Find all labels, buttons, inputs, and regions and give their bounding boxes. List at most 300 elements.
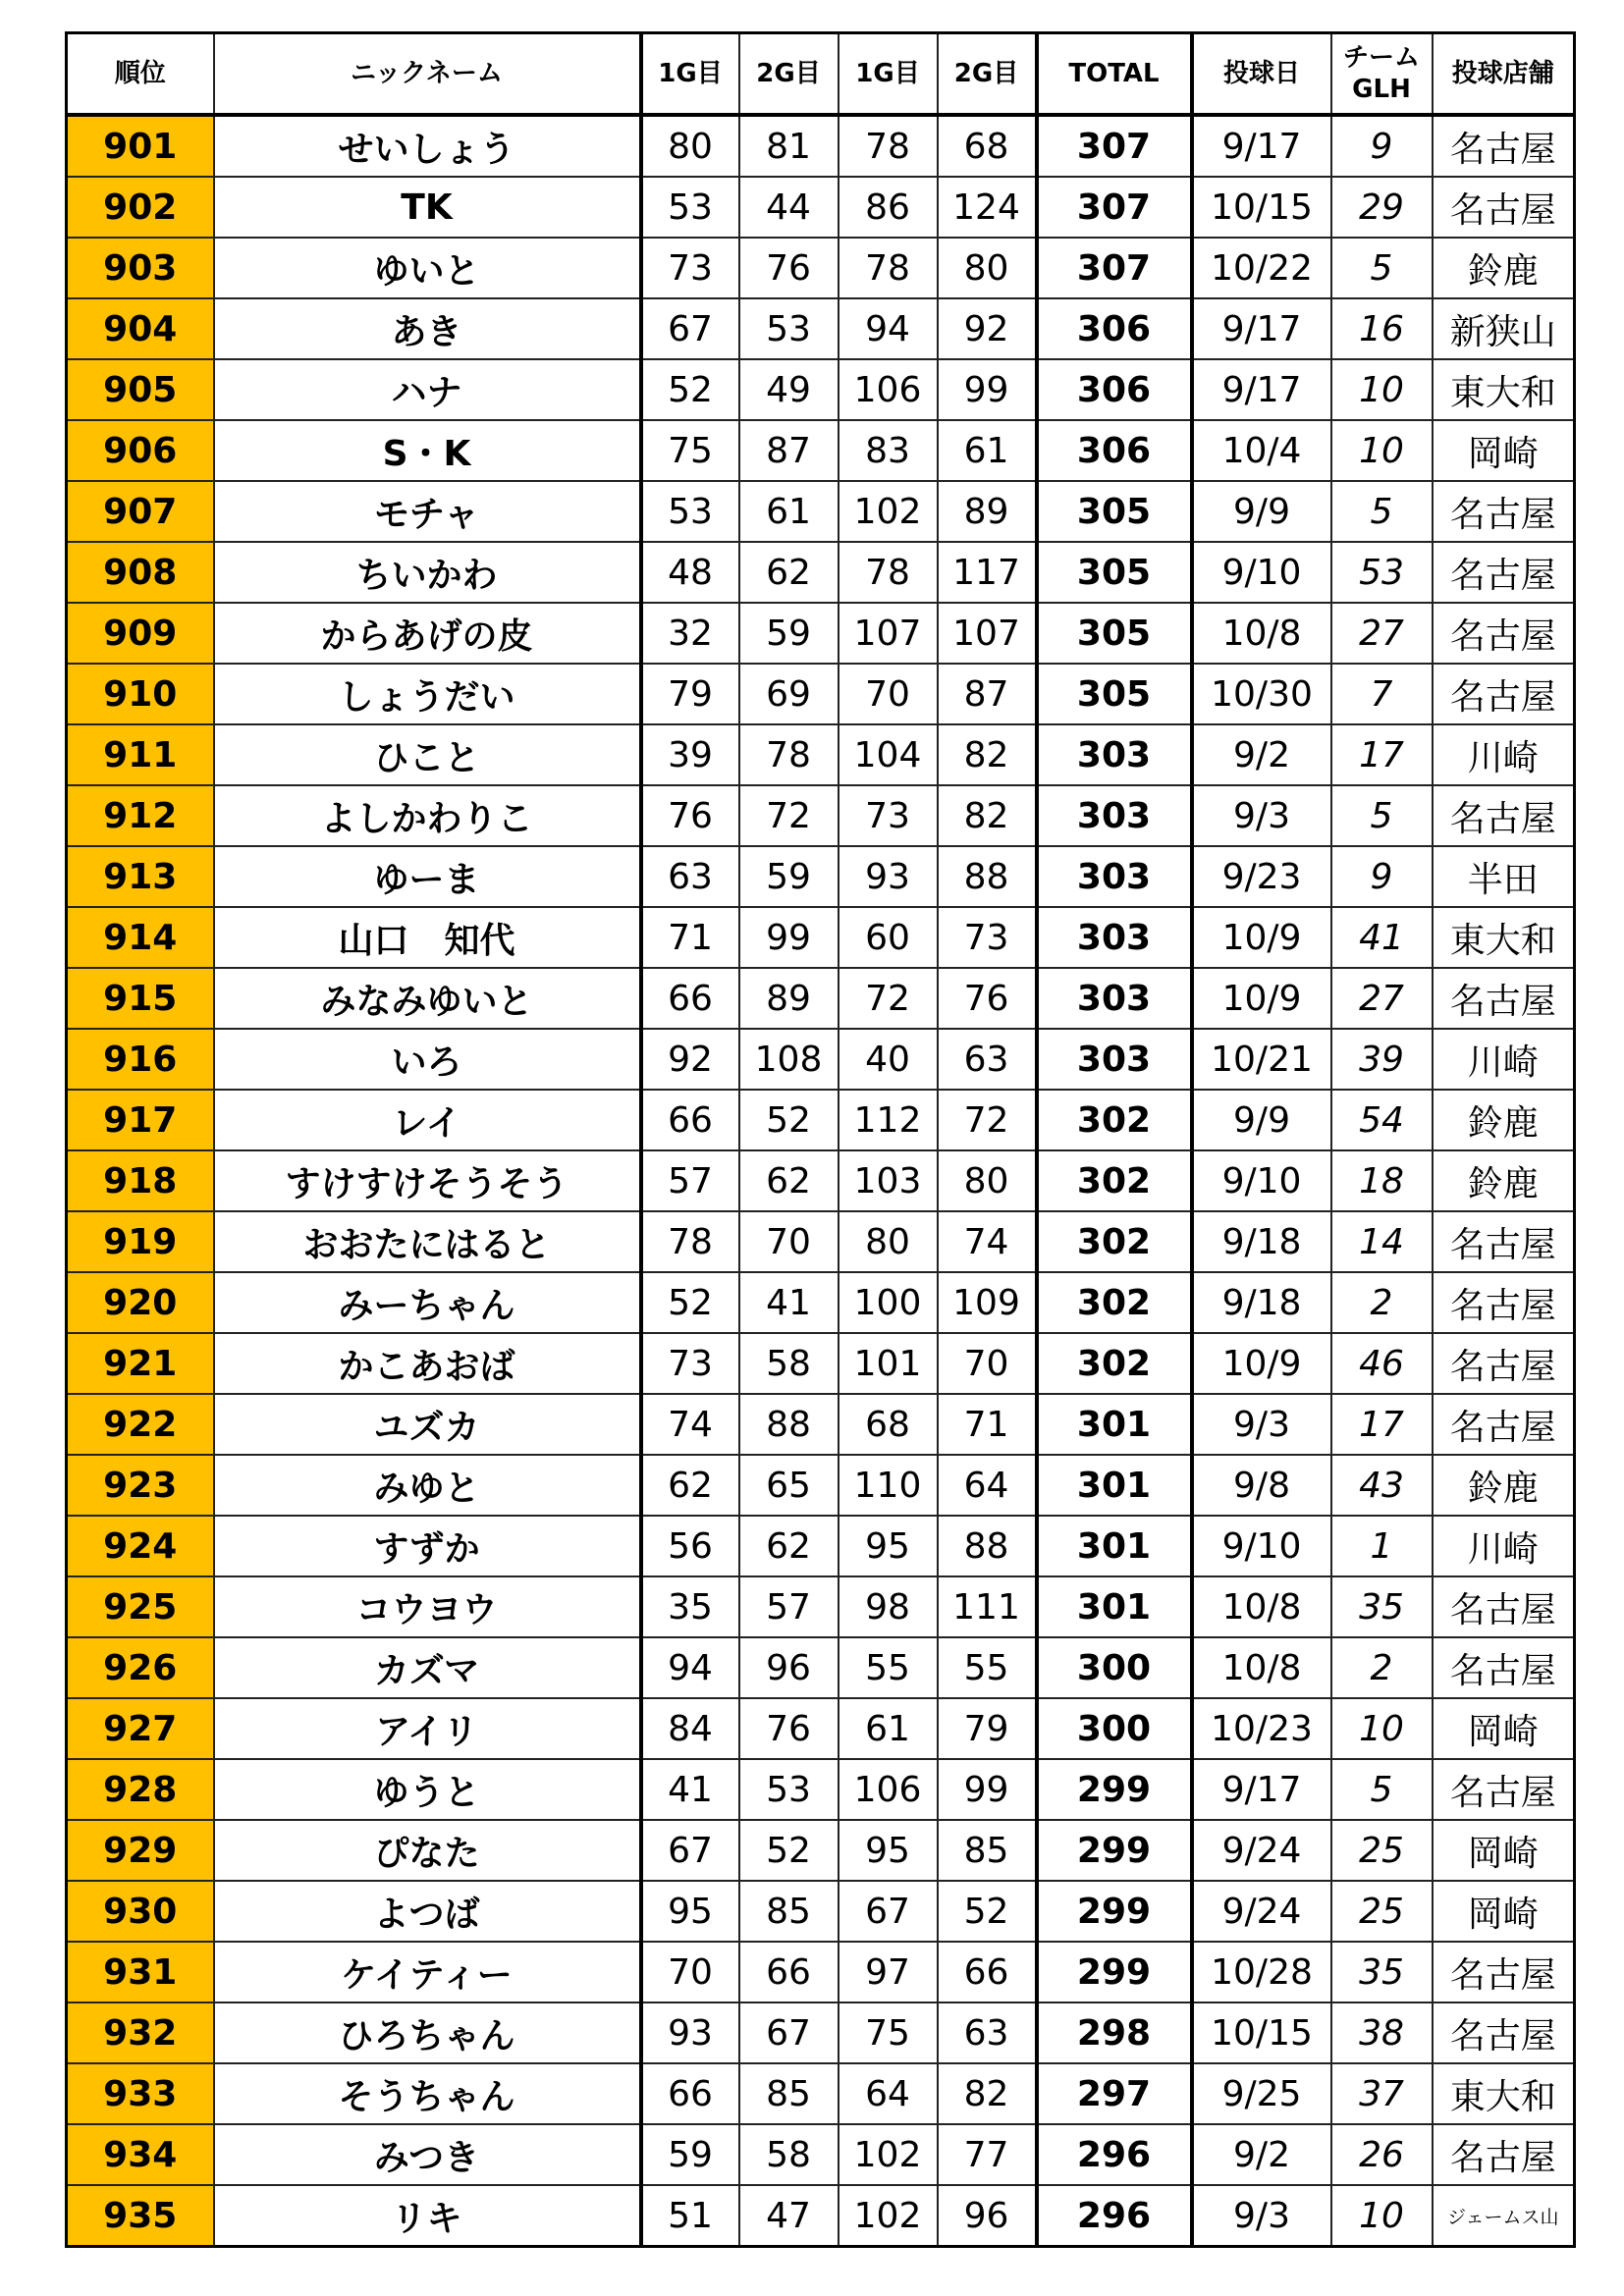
team-glh-cell: 41 [1331, 907, 1433, 968]
total-cell: 306 [1037, 420, 1192, 481]
nickname-cell: コウヨウ [214, 1576, 641, 1637]
table-row [67, 1576, 1575, 1637]
game2-second-cell: 82 [938, 2063, 1037, 2124]
game1-first-cell: 78 [641, 1211, 739, 1272]
date-cell: 9/3 [1192, 1394, 1331, 1455]
store-cell: 名古屋 [1433, 1333, 1575, 1394]
game2-first-cell: 78 [739, 724, 839, 785]
team-glh-cell: 54 [1331, 1090, 1433, 1150]
total-cell: 302 [1037, 1272, 1192, 1333]
game1-second-cell: 78 [839, 542, 938, 603]
store-cell: 川崎 [1433, 724, 1575, 785]
game1-first-cell: 52 [641, 359, 739, 420]
game2-first-cell: 53 [739, 298, 839, 359]
game1-second-cell: 86 [839, 177, 938, 238]
date-cell: 9/23 [1192, 846, 1331, 907]
rank-cell: 906 [67, 420, 214, 481]
table-row [67, 724, 1575, 785]
game2-first-cell: 108 [739, 1029, 839, 1090]
game2-second-cell: 92 [938, 298, 1037, 359]
total-cell: 305 [1037, 542, 1192, 603]
rank-cell: 921 [67, 1333, 214, 1394]
game1-first-cell: 32 [641, 603, 739, 664]
game1-second-cell: 101 [839, 1333, 938, 1394]
store-cell: 川崎 [1433, 1029, 1575, 1090]
header-team-glh: チーム GLH [1331, 33, 1433, 116]
date-cell: 9/10 [1192, 1516, 1331, 1576]
rank-cell: 928 [67, 1759, 214, 1820]
game1-first-cell: 67 [641, 1820, 739, 1881]
game1-second-cell: 68 [839, 1394, 938, 1455]
game1-first-cell: 35 [641, 1576, 739, 1637]
game2-second-cell: 55 [938, 1637, 1037, 1698]
store-cell: 名古屋 [1433, 1394, 1575, 1455]
date-cell: 10/9 [1192, 968, 1331, 1029]
nickname-cell: ゆいと [214, 238, 641, 298]
date-cell: 10/8 [1192, 1637, 1331, 1698]
total-cell: 300 [1037, 1698, 1192, 1759]
game1-second-cell: 106 [839, 1759, 938, 1820]
store-cell: 名古屋 [1433, 1637, 1575, 1698]
store-cell: 名古屋 [1433, 664, 1575, 724]
rank-cell: 932 [67, 2002, 214, 2063]
store-cell: 鈴鹿 [1433, 1150, 1575, 1211]
game2-first-cell: 59 [739, 603, 839, 664]
game2-second-cell: 80 [938, 1150, 1037, 1211]
game2-second-cell: 71 [938, 1394, 1037, 1455]
game2-second-cell: 70 [938, 1333, 1037, 1394]
game2-second-cell: 124 [938, 177, 1037, 238]
game2-second-cell: 72 [938, 1090, 1037, 1150]
store-cell: 川崎 [1433, 1516, 1575, 1576]
total-cell: 300 [1037, 1637, 1192, 1698]
game2-first-cell: 70 [739, 1211, 839, 1272]
date-cell: 10/30 [1192, 664, 1331, 724]
date-cell: 9/8 [1192, 1455, 1331, 1516]
game1-first-cell: 66 [641, 2063, 739, 2124]
rank-cell: 907 [67, 481, 214, 542]
table-row [67, 1942, 1575, 2002]
table-row [67, 2124, 1575, 2185]
game1-second-cell: 102 [839, 2185, 938, 2247]
game1-second-cell: 102 [839, 2124, 938, 2185]
game1-first-cell: 66 [641, 1090, 739, 1150]
total-cell: 306 [1037, 359, 1192, 420]
rank-cell: 912 [67, 785, 214, 846]
table-row [67, 968, 1575, 1029]
team-glh-cell: 14 [1331, 1211, 1433, 1272]
table-row [67, 115, 1575, 177]
game1-first-cell: 66 [641, 968, 739, 1029]
game2-first-cell: 96 [739, 1637, 839, 1698]
team-glh-cell: 17 [1331, 724, 1433, 785]
nickname-cell: アイリ [214, 1698, 641, 1759]
game1-second-cell: 73 [839, 785, 938, 846]
game1-first-cell: 52 [641, 1272, 739, 1333]
table-row [67, 1029, 1575, 1090]
date-cell: 9/2 [1192, 724, 1331, 785]
game1-first-cell: 74 [641, 1394, 739, 1455]
table-row [67, 785, 1575, 846]
date-cell: 9/18 [1192, 1272, 1331, 1333]
nickname-cell: そうちゃん [214, 2063, 641, 2124]
team-glh-cell: 29 [1331, 177, 1433, 238]
date-cell: 9/9 [1192, 1090, 1331, 1150]
table-row [67, 1820, 1575, 1881]
team-glh-cell: 5 [1331, 1759, 1433, 1820]
game1-second-cell: 83 [839, 420, 938, 481]
total-cell: 299 [1037, 1942, 1192, 2002]
team-glh-cell: 27 [1331, 968, 1433, 1029]
table-row [67, 1211, 1575, 1272]
nickname-cell: みなみゆいと [214, 968, 641, 1029]
team-glh-cell: 5 [1331, 785, 1433, 846]
header-game2-first: 2G目 [739, 33, 839, 116]
game1-second-cell: 112 [839, 1090, 938, 1150]
game1-second-cell: 95 [839, 1820, 938, 1881]
game2-first-cell: 49 [739, 359, 839, 420]
nickname-cell: よしかわりこ [214, 785, 641, 846]
game2-second-cell: 77 [938, 2124, 1037, 2185]
table-row [67, 1881, 1575, 1942]
date-cell: 10/8 [1192, 1576, 1331, 1637]
table-row [67, 1516, 1575, 1576]
ranking-table [65, 31, 1576, 2248]
date-cell: 10/4 [1192, 420, 1331, 481]
total-cell: 303 [1037, 968, 1192, 1029]
game2-first-cell: 44 [739, 177, 839, 238]
date-cell: 10/22 [1192, 238, 1331, 298]
rank-cell: 905 [67, 359, 214, 420]
team-glh-cell: 10 [1331, 2185, 1433, 2247]
table-row [67, 177, 1575, 238]
date-cell: 9/3 [1192, 785, 1331, 846]
game1-first-cell: 39 [641, 724, 739, 785]
rank-cell: 902 [67, 177, 214, 238]
team-glh-cell: 9 [1331, 846, 1433, 907]
game2-second-cell: 107 [938, 603, 1037, 664]
date-cell: 9/24 [1192, 1820, 1331, 1881]
game1-second-cell: 103 [839, 1150, 938, 1211]
rank-cell: 908 [67, 542, 214, 603]
table-row [67, 298, 1575, 359]
game1-first-cell: 84 [641, 1698, 739, 1759]
rank-cell: 901 [67, 115, 214, 177]
date-cell: 9/25 [1192, 2063, 1331, 2124]
nickname-cell: いろ [214, 1029, 641, 1090]
total-cell: 301 [1037, 1516, 1192, 1576]
date-cell: 9/17 [1192, 359, 1331, 420]
team-glh-cell: 2 [1331, 1272, 1433, 1333]
store-cell: 名古屋 [1433, 2002, 1575, 2063]
game1-second-cell: 100 [839, 1272, 938, 1333]
game1-first-cell: 48 [641, 542, 739, 603]
game2-first-cell: 85 [739, 2063, 839, 2124]
total-cell: 303 [1037, 724, 1192, 785]
store-cell: 名古屋 [1433, 1576, 1575, 1637]
rank-cell: 920 [67, 1272, 214, 1333]
store-cell: 名古屋 [1433, 603, 1575, 664]
store-cell: 名古屋 [1433, 1942, 1575, 2002]
game2-second-cell: 64 [938, 1455, 1037, 1516]
game1-second-cell: 95 [839, 1516, 938, 1576]
rank-cell: 904 [67, 298, 214, 359]
game2-first-cell: 57 [739, 1576, 839, 1637]
nickname-cell: モチャ [214, 481, 641, 542]
nickname-cell: 山口 知代 [214, 907, 641, 968]
nickname-cell: S・K [214, 420, 641, 481]
team-glh-cell: 43 [1331, 1455, 1433, 1516]
header-date: 投球日 [1192, 33, 1331, 116]
game1-second-cell: 70 [839, 664, 938, 724]
game2-first-cell: 47 [739, 2185, 839, 2247]
game2-first-cell: 88 [739, 1394, 839, 1455]
game2-second-cell: 89 [938, 481, 1037, 542]
team-glh-cell: 7 [1331, 664, 1433, 724]
team-glh-cell: 5 [1331, 238, 1433, 298]
game1-first-cell: 94 [641, 1637, 739, 1698]
nickname-cell: レイ [214, 1090, 641, 1150]
total-cell: 296 [1037, 2124, 1192, 2185]
store-cell: 名古屋 [1433, 1211, 1575, 1272]
game2-first-cell: 52 [739, 1820, 839, 1881]
total-cell: 303 [1037, 785, 1192, 846]
rank-cell: 917 [67, 1090, 214, 1150]
store-cell: 名古屋 [1433, 481, 1575, 542]
table-row [67, 2185, 1575, 2247]
game1-first-cell: 53 [641, 481, 739, 542]
store-cell: 岡崎 [1433, 420, 1575, 481]
total-cell: 302 [1037, 1150, 1192, 1211]
date-cell: 9/3 [1192, 2185, 1331, 2247]
nickname-cell: しょうだい [214, 664, 641, 724]
team-glh-cell: 10 [1331, 1698, 1433, 1759]
game1-second-cell: 55 [839, 1637, 938, 1698]
team-glh-cell: 35 [1331, 1576, 1433, 1637]
game1-second-cell: 104 [839, 724, 938, 785]
rank-cell: 924 [67, 1516, 214, 1576]
nickname-cell: みーちゃん [214, 1272, 641, 1333]
total-cell: 302 [1037, 1333, 1192, 1394]
store-cell: 名古屋 [1433, 1759, 1575, 1820]
total-cell: 307 [1037, 238, 1192, 298]
store-cell: 鈴鹿 [1433, 238, 1575, 298]
team-glh-cell: 10 [1331, 420, 1433, 481]
table-row [67, 1455, 1575, 1516]
game2-first-cell: 62 [739, 1516, 839, 1576]
date-cell: 10/28 [1192, 1942, 1331, 2002]
game2-first-cell: 58 [739, 1333, 839, 1394]
nickname-cell: ちいかわ [214, 542, 641, 603]
table-row [67, 1333, 1575, 1394]
team-glh-cell: 26 [1331, 2124, 1433, 2185]
game2-first-cell: 62 [739, 1150, 839, 1211]
table-row [67, 1698, 1575, 1759]
game1-second-cell: 78 [839, 238, 938, 298]
rank-cell: 927 [67, 1698, 214, 1759]
team-glh-cell: 39 [1331, 1029, 1433, 1090]
rank-cell: 931 [67, 1942, 214, 2002]
store-cell: 岡崎 [1433, 1881, 1575, 1942]
game1-second-cell: 98 [839, 1576, 938, 1637]
game1-second-cell: 72 [839, 968, 938, 1029]
team-glh-cell: 35 [1331, 1942, 1433, 2002]
total-cell: 306 [1037, 298, 1192, 359]
game1-second-cell: 61 [839, 1698, 938, 1759]
game2-second-cell: 117 [938, 542, 1037, 603]
date-cell: 9/17 [1192, 115, 1331, 177]
rank-cell: 903 [67, 238, 214, 298]
rank-cell: 911 [67, 724, 214, 785]
store-cell: 名古屋 [1433, 542, 1575, 603]
total-cell: 305 [1037, 664, 1192, 724]
header-game1-second: 1G目 [839, 33, 938, 116]
table-row [67, 664, 1575, 724]
game2-second-cell: 63 [938, 2002, 1037, 2063]
game1-first-cell: 92 [641, 1029, 739, 1090]
store-cell: 名古屋 [1433, 785, 1575, 846]
table-row [67, 2063, 1575, 2124]
table-row [67, 1637, 1575, 1698]
rank-cell: 930 [67, 1881, 214, 1942]
nickname-cell: すけすけそうそう [214, 1150, 641, 1211]
rank-cell: 935 [67, 2185, 214, 2247]
nickname-cell: ひろちゃん [214, 2002, 641, 2063]
rank-cell: 925 [67, 1576, 214, 1637]
game2-second-cell: 109 [938, 1272, 1037, 1333]
date-cell: 10/23 [1192, 1698, 1331, 1759]
team-glh-cell: 53 [1331, 542, 1433, 603]
nickname-cell: あき [214, 298, 641, 359]
game2-first-cell: 81 [739, 115, 839, 177]
nickname-cell: よつば [214, 1881, 641, 1942]
nickname-cell: せいしょう [214, 115, 641, 177]
table-row [67, 603, 1575, 664]
game1-first-cell: 41 [641, 1759, 739, 1820]
store-cell: 新狭山 [1433, 298, 1575, 359]
total-cell: 305 [1037, 603, 1192, 664]
total-cell: 307 [1037, 115, 1192, 177]
store-cell: ジェームス山 [1433, 2185, 1575, 2247]
store-cell: 名古屋 [1433, 2124, 1575, 2185]
total-cell: 299 [1037, 1881, 1192, 1942]
team-glh-cell: 18 [1331, 1150, 1433, 1211]
total-cell: 301 [1037, 1455, 1192, 1516]
rank-cell: 918 [67, 1150, 214, 1211]
game2-second-cell: 61 [938, 420, 1037, 481]
game2-second-cell: 99 [938, 1759, 1037, 1820]
game2-second-cell: 88 [938, 846, 1037, 907]
game1-first-cell: 80 [641, 115, 739, 177]
game2-second-cell: 79 [938, 1698, 1037, 1759]
team-glh-cell: 46 [1331, 1333, 1433, 1394]
game2-second-cell: 52 [938, 1881, 1037, 1942]
team-glh-cell: 2 [1331, 1637, 1433, 1698]
store-cell: 東大和 [1433, 907, 1575, 968]
table-row [67, 481, 1575, 542]
nickname-cell: みつき [214, 2124, 641, 2185]
game2-first-cell: 61 [739, 481, 839, 542]
game2-second-cell: 85 [938, 1820, 1037, 1881]
game1-second-cell: 40 [839, 1029, 938, 1090]
game2-first-cell: 67 [739, 2002, 839, 2063]
game1-second-cell: 80 [839, 1211, 938, 1272]
table-row [67, 420, 1575, 481]
team-glh-cell: 27 [1331, 603, 1433, 664]
game2-first-cell: 99 [739, 907, 839, 968]
game1-second-cell: 67 [839, 1881, 938, 1942]
game1-first-cell: 62 [641, 1455, 739, 1516]
team-glh-cell: 16 [1331, 298, 1433, 359]
store-cell: 名古屋 [1433, 968, 1575, 1029]
header-row [67, 33, 1575, 116]
store-cell: 岡崎 [1433, 1698, 1575, 1759]
game2-second-cell: 76 [938, 968, 1037, 1029]
team-glh-cell: 37 [1331, 2063, 1433, 2124]
store-cell: 名古屋 [1433, 177, 1575, 238]
team-glh-cell: 25 [1331, 1820, 1433, 1881]
total-cell: 307 [1037, 177, 1192, 238]
ranking-body [67, 115, 1575, 2247]
date-cell: 10/8 [1192, 603, 1331, 664]
game1-first-cell: 79 [641, 664, 739, 724]
game2-second-cell: 80 [938, 238, 1037, 298]
rank-cell: 926 [67, 1637, 214, 1698]
header-game1-first: 1G目 [641, 33, 739, 116]
game2-second-cell: 73 [938, 907, 1037, 968]
game2-first-cell: 52 [739, 1090, 839, 1150]
game1-first-cell: 76 [641, 785, 739, 846]
total-cell: 296 [1037, 2185, 1192, 2247]
game1-first-cell: 73 [641, 238, 739, 298]
rank-cell: 919 [67, 1211, 214, 1272]
game2-second-cell: 82 [938, 724, 1037, 785]
store-cell: 名古屋 [1433, 1272, 1575, 1333]
game2-second-cell: 99 [938, 359, 1037, 420]
game2-first-cell: 85 [739, 1881, 839, 1942]
game2-first-cell: 66 [739, 1942, 839, 2002]
game2-second-cell: 82 [938, 785, 1037, 846]
game1-first-cell: 73 [641, 1333, 739, 1394]
game1-first-cell: 63 [641, 846, 739, 907]
nickname-cell: ケイティー [214, 1942, 641, 2002]
game1-second-cell: 64 [839, 2063, 938, 2124]
game2-second-cell: 63 [938, 1029, 1037, 1090]
game2-first-cell: 87 [739, 420, 839, 481]
table-row [67, 542, 1575, 603]
game1-first-cell: 70 [641, 1942, 739, 2002]
game1-first-cell: 71 [641, 907, 739, 968]
table-row [67, 359, 1575, 420]
nickname-cell: リキ [214, 2185, 641, 2247]
team-glh-cell: 25 [1331, 1881, 1433, 1942]
rank-cell: 929 [67, 1820, 214, 1881]
table-row [67, 1394, 1575, 1455]
date-cell: 9/17 [1192, 298, 1331, 359]
nickname-cell: カズマ [214, 1637, 641, 1698]
rank-cell: 922 [67, 1394, 214, 1455]
total-cell: 299 [1037, 1759, 1192, 1820]
total-cell: 299 [1037, 1820, 1192, 1881]
total-cell: 301 [1037, 1394, 1192, 1455]
game2-first-cell: 76 [739, 238, 839, 298]
game1-first-cell: 93 [641, 2002, 739, 2063]
store-cell: 東大和 [1433, 2063, 1575, 2124]
nickname-cell: みゆと [214, 1455, 641, 1516]
total-cell: 302 [1037, 1090, 1192, 1150]
team-glh-cell: 1 [1331, 1516, 1433, 1576]
nickname-cell: TK [214, 177, 641, 238]
